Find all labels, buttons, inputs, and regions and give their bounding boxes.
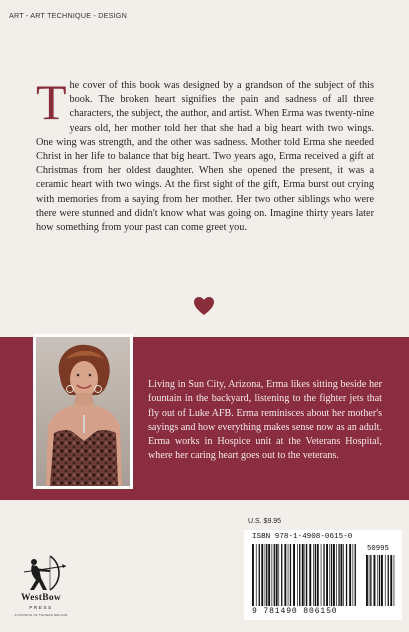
isbn-number: ISBN 978-1-4908-0615-0 <box>252 533 353 541</box>
barcode-bar <box>256 544 257 606</box>
barcode-bar <box>288 544 289 606</box>
barcode-bar <box>338 544 339 606</box>
barcode-bar <box>252 544 254 606</box>
barcode-bar <box>374 555 376 606</box>
barcode-bar <box>394 555 395 606</box>
barcode-bar <box>329 544 330 606</box>
barcode-bar <box>293 544 295 606</box>
description-block <box>36 74 374 235</box>
barcode-bar <box>313 544 314 606</box>
barcode-bar <box>366 555 368 606</box>
barcode-bar <box>388 555 389 606</box>
price-label: U.S. $9.95 <box>248 518 282 525</box>
barcode-bar <box>326 544 328 606</box>
archer-icon <box>10 552 72 594</box>
price-addon-number: 50995 <box>367 545 389 553</box>
barcode-bar <box>272 544 273 606</box>
barcode-bar <box>385 555 386 606</box>
author-photo-frame <box>33 334 133 489</box>
author-photo <box>36 337 130 486</box>
barcode-bar <box>321 544 322 606</box>
author-bio: Living in Sun City, Arizona, Erma likes sitting beside her fountain in the backyard, listening to the fighter jets that fly out of Luke AFB. Erma reminisces about her mother's sayings and how everything makes sense now as an adult. Erma works in Hospice unit at the Veterans Hospital, where her caring heart goes out to the veterans. <box>148 379 382 462</box>
barcode-bar <box>355 544 356 606</box>
publisher-tagline: A DIVISION OF THOMAS NELSON <box>14 613 68 617</box>
barcode-bar <box>343 544 344 606</box>
barcode-bar <box>315 544 316 606</box>
barcode-bar <box>266 544 267 606</box>
barcode-bar <box>276 544 278 606</box>
category-label: ART - ART TECHNIQUE - DESIGN <box>9 11 127 20</box>
barcode-bar <box>302 544 304 606</box>
barcode-bar <box>353 544 354 606</box>
barcode-bar <box>305 544 306 606</box>
barcode-bar <box>390 555 392 606</box>
barcode-bar <box>323 544 324 606</box>
barcode-bar <box>306 544 307 606</box>
barcode-bar <box>290 544 291 606</box>
description-text: he cover of this book was designed by a grandson of the subject of this book. The broken heart signifies the pain and sadness of all three characters, the subject, the author, and artist. When Erma was twenty-nine years old, her mother told her that she had a big heart with two wings. One wing was strength, and the other was sadness. Mother told Erma she needed Christ in her life to balance that big heart. Two years ago, Erma received a gift at Christmas from her oldest daughter. When she opened the present, it was a ceramic heart with two wings. At the first sight of the gift, Erma burst out crying with memories from a saying from her mother. Her two other siblings who were there were stunned and didn't know what was going on. Imagine thirty years later how something from your past can come greet you. <box>36 80 374 234</box>
barcode-bar <box>341 544 343 606</box>
barcode-bar <box>333 544 335 606</box>
barcode-bar <box>265 544 266 606</box>
barcode-bar <box>370 555 371 606</box>
barcode-bar <box>281 544 282 606</box>
barcode-bar <box>379 555 380 606</box>
heart-icon <box>192 294 216 318</box>
barcode-bar <box>336 544 337 606</box>
barcode-bar <box>331 544 332 606</box>
barcode-bar <box>299 544 300 606</box>
westbow-press-logo <box>10 552 72 622</box>
publisher-name: WestBow <box>20 593 62 603</box>
barcode-area <box>244 530 402 620</box>
barcode-bar <box>346 544 347 606</box>
barcode-bar <box>309 544 311 606</box>
barcode-bar <box>261 544 263 606</box>
barcode-bar <box>274 544 275 606</box>
ean-digits: 9 781490 806150 <box>252 607 338 616</box>
barcode-bar <box>317 544 319 606</box>
dropcap-letter: T <box>36 74 67 130</box>
barcode-bar <box>278 544 279 606</box>
barcode-bar <box>369 555 370 606</box>
barcode-bar <box>349 544 351 606</box>
barcode-bar <box>268 544 270 606</box>
barcode-bar <box>284 544 286 606</box>
publisher-press: PRESS <box>29 605 53 610</box>
barcode-bar <box>259 544 260 606</box>
barcode-bar <box>381 555 383 606</box>
barcode-bar <box>297 544 298 606</box>
barcode-bar <box>377 555 378 606</box>
